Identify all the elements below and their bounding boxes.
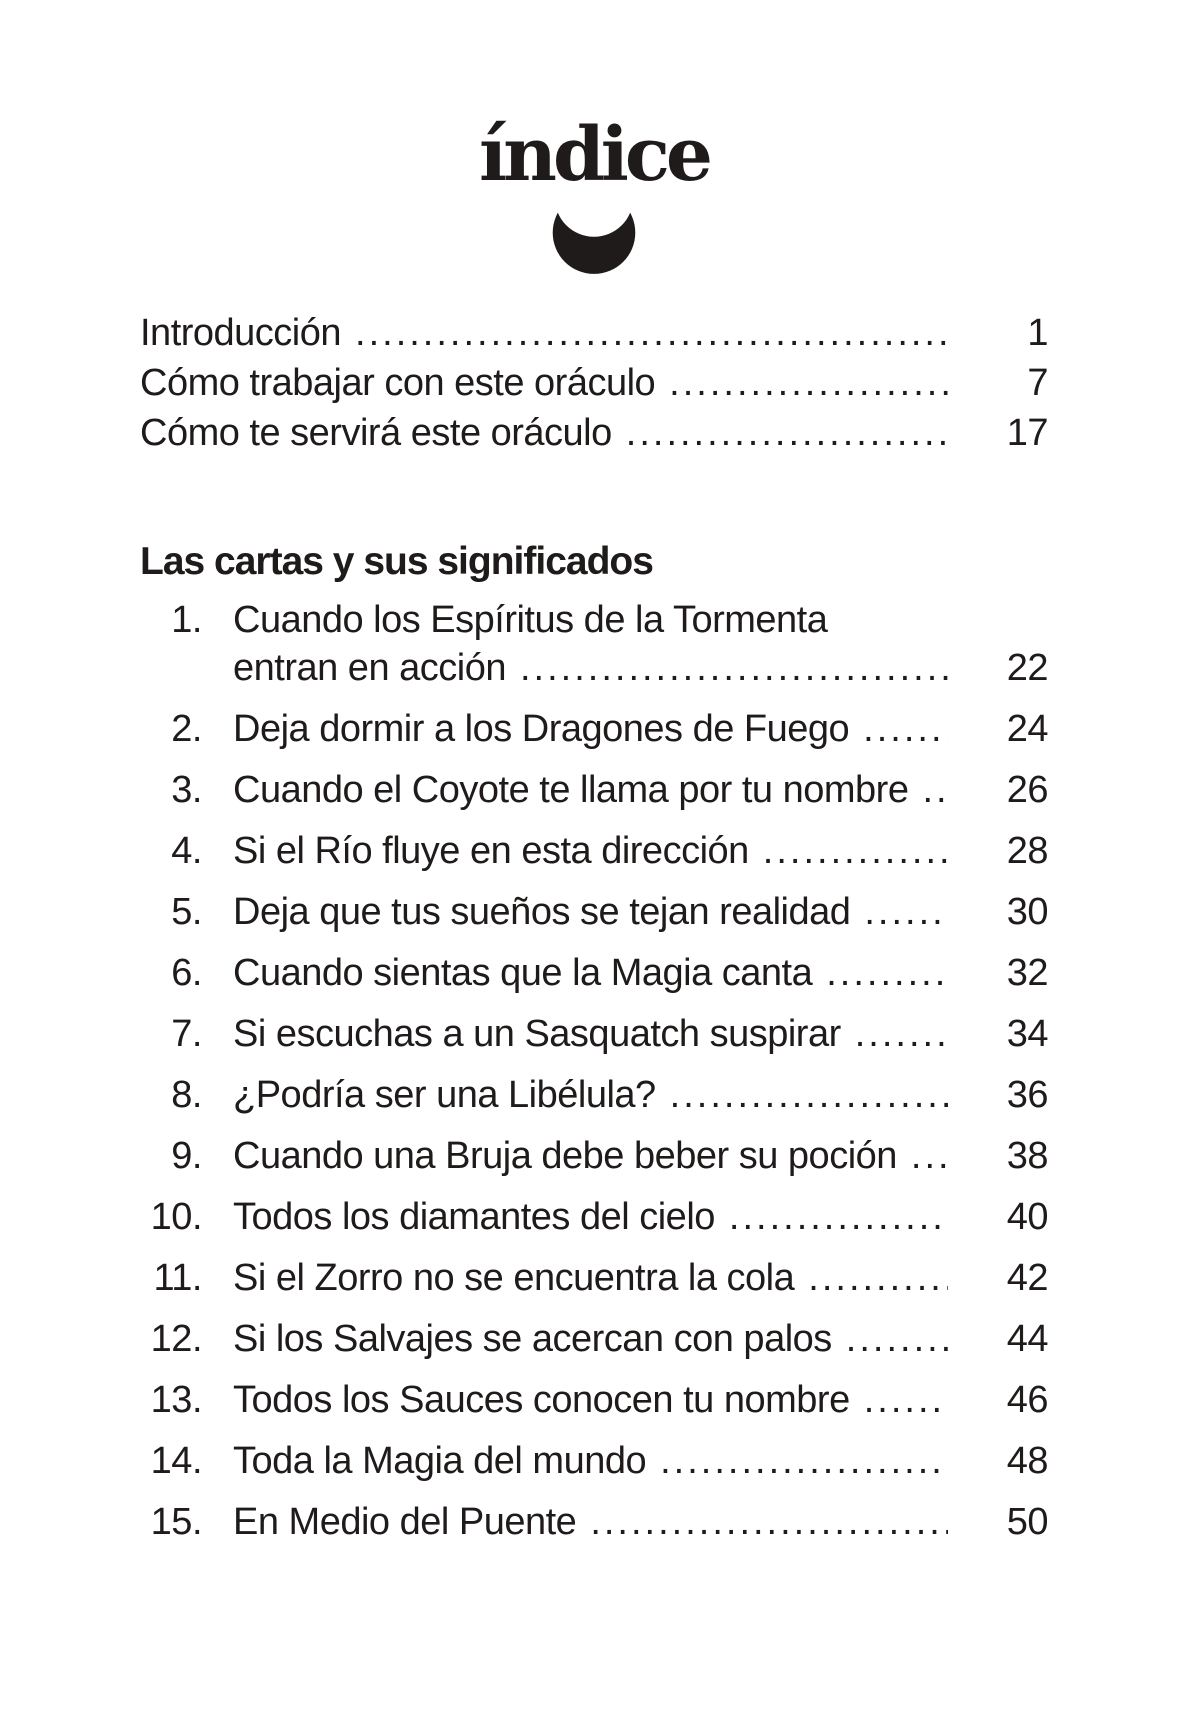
toc-entry-page: 30 — [1006, 891, 1048, 933]
toc-entry-title: Introducción — [140, 312, 342, 354]
toc-entry-title: ¿Podría ser una Libélula? — [233, 1074, 656, 1116]
dot-leader — [669, 358, 948, 408]
toc-entry-title: Cómo trabajar con este oráculo — [140, 362, 656, 404]
dot-leader — [660, 1437, 948, 1485]
toc-entry-body — [233, 766, 1048, 814]
toc-entry-number: 14. — [150, 1440, 202, 1482]
toc-entry-number: 5. — [171, 891, 202, 933]
toc-entry-number: 2. — [171, 708, 202, 750]
toc-entry-number: 4. — [171, 830, 202, 872]
toc-entry-page: 1 — [1027, 312, 1048, 354]
toc-entry-body — [233, 1376, 1048, 1424]
toc-entry-title: Cómo te servirá este oráculo — [140, 412, 612, 454]
toc-entry-body — [233, 596, 1048, 692]
toc-entry — [140, 1376, 1048, 1424]
toc-entry-title: Si escuchas a un Sasquatch suspirar — [233, 1013, 841, 1055]
toc-entry-title-line2 — [233, 644, 1048, 692]
toc-entry — [140, 766, 1048, 814]
toc-entry-number: 9. — [171, 1135, 202, 1177]
toc-entry — [140, 1132, 1048, 1180]
toc-entry-page: 24 — [1006, 708, 1048, 750]
toc-entry-title: Todos los Sauces conocen tu nombre — [233, 1379, 850, 1421]
page-title: índice — [479, 112, 709, 198]
toc-entry-title: En Medio del Puente — [233, 1501, 577, 1543]
toc-entry-body — [233, 1010, 1048, 1058]
toc-entry-page: 26 — [1006, 769, 1048, 811]
dot-leader — [922, 766, 948, 814]
toc-entry-page: 42 — [1006, 1257, 1048, 1299]
toc-entry — [140, 408, 1048, 458]
toc-entry — [140, 888, 1048, 936]
toc-entry — [140, 949, 1048, 997]
card-list — [140, 596, 1048, 1546]
toc-entry-page: 36 — [1006, 1074, 1048, 1116]
toc-entry-page: 17 — [1006, 412, 1048, 454]
toc-entry-title: Cuando sientas que la Magia canta — [233, 952, 813, 994]
toc-entry-title: Si el Río fluye en esta dirección — [233, 830, 749, 872]
toc-entry-body — [233, 705, 1048, 753]
section-heading: Las cartas y sus significados — [140, 540, 653, 583]
toc-entry — [140, 705, 1048, 753]
toc-entry — [140, 1498, 1048, 1546]
toc-entry-title: Deja que tus sueños se tejan realidad — [233, 891, 851, 933]
toc-entry-title: entran en acción — [233, 647, 506, 689]
toc-entry — [140, 1315, 1048, 1363]
dot-leader — [826, 949, 948, 997]
dot-leader — [626, 408, 948, 458]
toc-entry-number: 15. — [150, 1501, 202, 1543]
toc-entry-body — [233, 1437, 1048, 1485]
toc-entry-title: Cuando una Bruja debe beber su poción — [233, 1135, 897, 1177]
toc-entry — [140, 1193, 1048, 1241]
dot-leader — [911, 1132, 948, 1180]
front-matter-list — [140, 308, 1048, 458]
dot-leader — [670, 1071, 948, 1119]
dot-leader — [590, 1498, 948, 1546]
toc-entry-number: 10. — [150, 1196, 202, 1238]
toc-entry-title: Si el Zorro no se encuentra la cola — [233, 1257, 795, 1299]
dot-leader — [864, 1376, 948, 1424]
toc-entry — [140, 1010, 1048, 1058]
toc-entry — [140, 308, 1048, 358]
dot-leader — [863, 705, 948, 753]
toc-entry-page: 46 — [1006, 1379, 1048, 1421]
toc-entry-body — [233, 1071, 1048, 1119]
toc-entry-title-line1: Cuando los Espíritus de la Tormenta — [233, 599, 828, 641]
toc-content — [140, 0, 1048, 1559]
toc-entry-title: Deja dormir a los Dragones de Fuego — [233, 708, 850, 750]
toc-entry — [140, 1437, 1048, 1485]
dot-leader — [864, 888, 948, 936]
crescent-moon-icon — [140, 212, 1048, 276]
toc-entry-number: 3. — [171, 769, 202, 811]
toc-entry-page: 40 — [1006, 1196, 1048, 1238]
toc-entry-title: Cuando el Coyote te llama por tu nombre — [233, 769, 909, 811]
toc-entry-page: 28 — [1006, 830, 1048, 872]
toc-entry-page: 32 — [1006, 952, 1048, 994]
toc-entry-title: Todos los diamantes del cielo — [233, 1196, 715, 1238]
toc-entry-body — [233, 1315, 1048, 1363]
dot-leader — [520, 644, 948, 692]
toc-entry-page: 7 — [1027, 362, 1048, 404]
toc-entry-number: 11. — [153, 1257, 202, 1299]
toc-entry-body — [233, 888, 1048, 936]
toc-entry-body — [233, 1498, 1048, 1546]
toc-entry-number: 1. — [171, 599, 202, 641]
dot-leader — [855, 1010, 948, 1058]
toc-entry-page: 34 — [1006, 1013, 1048, 1055]
toc-entry-body — [233, 827, 1048, 875]
toc-entry-title: Toda la Magia del mundo — [233, 1440, 647, 1482]
toc-entry-page: 48 — [1006, 1440, 1048, 1482]
toc-entry-title: Si los Salvajes se acercan con palos — [233, 1318, 832, 1360]
toc-entry — [140, 358, 1048, 408]
dot-leader — [846, 1315, 948, 1363]
toc-entry — [140, 1071, 1048, 1119]
toc-entry-body — [233, 949, 1048, 997]
toc-entry-number: 12. — [150, 1318, 202, 1360]
toc-entry-page: 22 — [1006, 647, 1048, 689]
dot-leader — [729, 1193, 948, 1241]
toc-entry-page: 50 — [1006, 1501, 1048, 1543]
toc-entry-body — [233, 1132, 1048, 1180]
toc-entry — [140, 596, 1048, 692]
toc-entry-body — [233, 1254, 1048, 1302]
toc-entry — [140, 827, 1048, 875]
toc-entry — [140, 1254, 1048, 1302]
toc-entry-page: 38 — [1006, 1135, 1048, 1177]
toc-entry-number: 7. — [171, 1013, 202, 1055]
toc-entry-page: 44 — [1006, 1318, 1048, 1360]
toc-entry-number: 6. — [171, 952, 202, 994]
dot-leader — [763, 827, 948, 875]
toc-entry-body — [233, 1193, 1048, 1241]
dot-leader — [355, 308, 948, 358]
toc-entry-number: 13. — [150, 1379, 202, 1421]
toc-entry-number: 8. — [171, 1074, 202, 1116]
dot-leader — [808, 1254, 948, 1302]
